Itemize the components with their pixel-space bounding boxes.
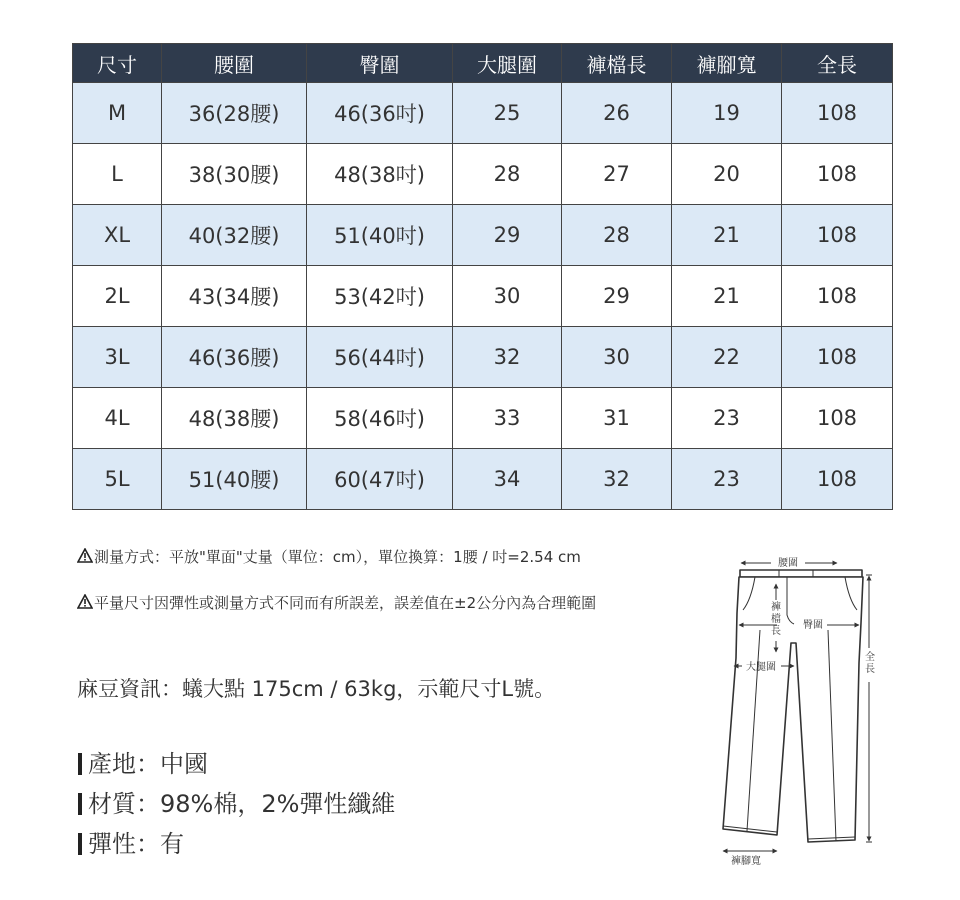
measure-note-text: 測量方式：平放"單面"丈量（單位：cm），單位換算：1腰 / 吋=2.54 cm [94, 548, 581, 566]
table-row [73, 388, 893, 449]
tolerance-note-text: 平量尺寸因彈性或測量方式不同而有所誤差，誤差值在±2公分內為合理範圍 [94, 594, 597, 612]
table-cell: 108 [782, 205, 893, 266]
table-cell: 27 [562, 144, 672, 205]
table-cell: 4L [73, 388, 162, 449]
pants-diagram [715, 548, 885, 878]
table-cell: 29 [453, 205, 562, 266]
table-cell: 34 [453, 449, 562, 510]
table-cell: 51(40吋) [307, 205, 453, 266]
model-info: 麻豆資訊：蟻大點 175cm / 63kg，示範尺寸L號。 [77, 677, 556, 701]
table-cell: 108 [782, 83, 893, 144]
table-row [73, 205, 893, 266]
table-cell: 31 [562, 388, 672, 449]
bullet-bar [78, 753, 82, 775]
table-cell: 29 [562, 266, 672, 327]
table-cell: 40(32腰) [162, 205, 307, 266]
table-cell: 32 [562, 449, 672, 510]
table-cell: 30 [562, 327, 672, 388]
thigh-label: 大腿圍 [746, 662, 776, 673]
size-table [72, 43, 893, 510]
spec-origin [78, 744, 208, 779]
table-cell: 23 [672, 449, 782, 510]
warning-icon [77, 594, 93, 609]
table-cell: 28 [562, 205, 672, 266]
table-cell: 33 [453, 388, 562, 449]
table-row [73, 266, 893, 327]
hem-label: 褲腳寬 [731, 856, 761, 867]
table-cell: 56(44吋) [307, 327, 453, 388]
rise-label-3: 長 [771, 626, 781, 637]
table-cell: 43(34腰) [162, 266, 307, 327]
table-cell: 108 [782, 266, 893, 327]
table-cell: 108 [782, 388, 893, 449]
header-length: 全長 [782, 44, 893, 83]
table-cell: 21 [672, 266, 782, 327]
table-cell: 36(28腰) [162, 83, 307, 144]
header-thigh: 大腿圍 [453, 44, 562, 83]
bullet-bar [78, 793, 82, 815]
table-cell: 108 [782, 327, 893, 388]
table-row [73, 327, 893, 388]
table-cell: 46(36腰) [162, 327, 307, 388]
spec-origin-text: 產地：中國 [88, 750, 208, 778]
table-cell: 21 [672, 205, 782, 266]
tolerance-note [77, 592, 596, 613]
table-cell: 48(38腰) [162, 388, 307, 449]
table-cell: 20 [672, 144, 782, 205]
table-cell: 46(36吋) [307, 83, 453, 144]
table-cell: 48(38吋) [307, 144, 453, 205]
spec-material [78, 784, 395, 819]
header-hem: 褲腳寬 [672, 44, 782, 83]
table-cell: 30 [453, 266, 562, 327]
length-label-2: 長 [865, 664, 875, 675]
table-cell: XL [73, 205, 162, 266]
bullet-bar [78, 833, 82, 855]
table-cell: 28 [453, 144, 562, 205]
header-waist: 腰圍 [162, 44, 307, 83]
table-cell: 23 [672, 388, 782, 449]
spec-elasticity-text: 彈性：有 [88, 830, 184, 858]
table-row [73, 144, 893, 205]
table-cell: 22 [672, 327, 782, 388]
warning-icon [77, 548, 93, 563]
table-header-row [73, 44, 893, 83]
table-cell: 5L [73, 449, 162, 510]
table-cell: 108 [782, 449, 893, 510]
table-cell: 2L [73, 266, 162, 327]
table-cell: L [73, 144, 162, 205]
table-row [73, 83, 893, 144]
measure-note [77, 546, 581, 567]
table-cell: 60(47吋) [307, 449, 453, 510]
header-rise: 褲檔長 [562, 44, 672, 83]
table-cell: 108 [782, 144, 893, 205]
waist-label: 腰圍 [778, 558, 798, 569]
header-hip: 臀圍 [307, 44, 453, 83]
table-cell: 51(40腰) [162, 449, 307, 510]
table-cell: 53(42吋) [307, 266, 453, 327]
spec-material-text: 材質：98%棉，2%彈性纖維 [88, 790, 396, 818]
length-label-1: 全 [865, 652, 875, 663]
header-size: 尺寸 [73, 44, 162, 83]
table-row [73, 449, 893, 510]
table-cell: 19 [672, 83, 782, 144]
table-cell: 3L [73, 327, 162, 388]
pants-outline [723, 570, 863, 842]
rise-label-1: 褲 [771, 602, 781, 613]
hip-label: 臀圍 [803, 620, 823, 631]
table-cell: 58(46吋) [307, 388, 453, 449]
spec-elasticity [78, 824, 184, 859]
table-cell: 32 [453, 327, 562, 388]
table-cell: 38(30腰) [162, 144, 307, 205]
rise-label-2: 檔 [771, 614, 781, 625]
table-cell: 25 [453, 83, 562, 144]
table-cell: M [73, 83, 162, 144]
table-cell: 26 [562, 83, 672, 144]
